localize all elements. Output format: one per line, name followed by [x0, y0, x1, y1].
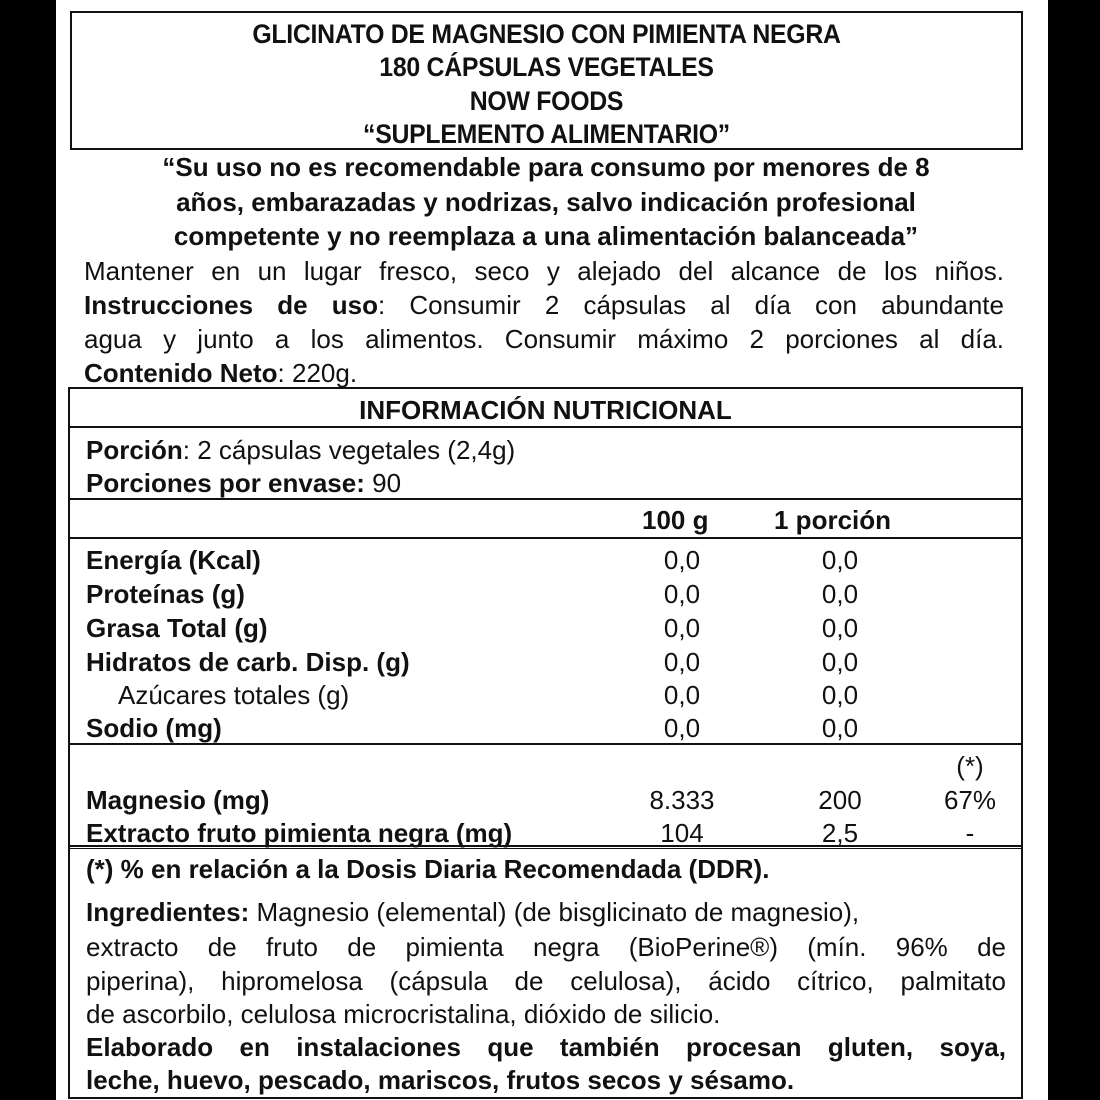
net-content [84, 360, 357, 386]
instructions-line-2: agua y junto a los alimentos. Consumir máximo 2 porciones al día. [84, 324, 1004, 354]
divider [70, 537, 1021, 539]
ingredients-line-2: extracto de fruto de pimienta negra (BioPerine®) (mín. 96% de [86, 932, 1006, 962]
net-content-label: Contenido Neto [84, 358, 278, 388]
nutrient-name: Magnesio (mg) [86, 785, 270, 815]
instructions-label: Instrucciones de uso [84, 290, 378, 320]
nutrient-portion: 0,0 [821, 647, 859, 677]
warning-line-3: competente y no reemplaza a una alimentación balanceada” [173, 221, 919, 251]
allergens-line-2: leche, huevo, pescado, mariscos, frutos secos y sésamo. [86, 1065, 795, 1095]
nutrient-per100: 0,0 [663, 647, 701, 677]
nutrient-name: Grasa Total (g) [86, 613, 268, 643]
nutrient-name: Hidratos de carb. Disp. (g) [86, 647, 410, 677]
column-header-100g: 100 g [642, 505, 709, 535]
nutrient-name: Proteínas (g) [86, 579, 245, 609]
product-category: “SUPLEMENTO ALIMENTARIO” [363, 119, 730, 149]
capsule-count: 180 CÁPSULAS VEGETALES [379, 52, 714, 82]
nutrient-portion: 0,0 [821, 579, 859, 609]
ingredients-text: Magnesio (elemental) (de bisglicinato de magnesio), [249, 897, 860, 927]
nutrient-portion: 0,0 [821, 613, 859, 643]
instructions-line-1 [84, 292, 1004, 318]
label-page [56, 0, 1048, 1100]
nutrient-ddr: 67% [943, 785, 997, 815]
nutrient-per100: 0,0 [663, 680, 701, 710]
brand-name: NOW FOODS [469, 86, 624, 116]
nutrient-name: Azúcares totales (g) [118, 680, 350, 710]
servings-label: Porciones por envase: [86, 468, 365, 498]
ddr-marker: (*) [956, 751, 984, 781]
ingredients-line-1 [86, 899, 859, 925]
warning-line-1: “Su uso no es recomendable para consumo por menores de 8 [162, 152, 930, 182]
net-content-value: : 220g. [277, 358, 358, 388]
nutrient-portion: 0,0 [821, 713, 859, 743]
serving-size [86, 437, 515, 463]
serving-value: : 2 cápsulas vegetales (2,4g) [182, 435, 516, 465]
nutrient-per100: 8.333 [649, 785, 715, 815]
nutrient-portion: 200 [818, 785, 862, 815]
ingredients-line-4: de ascorbilo, celulosa microcristalina, dióxido de silicio. [86, 999, 721, 1029]
divider [70, 743, 1021, 745]
nutrient-portion: 0,0 [821, 680, 859, 710]
column-header-portion: 1 porción [774, 505, 892, 535]
servings-value: 90 [364, 468, 402, 498]
instructions-text: : Consumir 2 cápsulas al día con abundante [377, 290, 1004, 320]
serving-label: Porción [86, 435, 183, 465]
storage-text: Mantener en un lugar fresco, seco y alejado del alcance de los niños. [84, 256, 1004, 286]
product-name: GLICINATO DE MAGNESIO CON PIMIENTA NEGRA [252, 19, 841, 49]
nutrient-per100: 0,0 [663, 545, 701, 575]
allergens-line-1: Elaborado en instalaciones que también procesan gluten, soya, [86, 1032, 1006, 1062]
nutrient-name: Sodio (mg) [86, 713, 222, 743]
ingredients-line-3: piperina), hipromelosa (cápsula de celulosa), ácido cítrico, palmitato [86, 966, 1006, 996]
divider [70, 426, 1021, 428]
ingredients-label: Ingredientes: [86, 897, 250, 927]
nutrient-per100: 104 [660, 818, 704, 848]
nutrient-name: Extracto fruto pimienta negra (mg) [86, 818, 513, 848]
nutrient-name: Energía (Kcal) [86, 545, 261, 575]
servings-per-container [86, 470, 401, 496]
divider [70, 848, 1021, 849]
divider [70, 498, 1021, 500]
nutrient-ddr: - [965, 818, 975, 848]
nutrient-portion: 2,5 [821, 818, 859, 848]
divider [70, 845, 1021, 847]
product-header-box [70, 11, 1023, 150]
warning-line-2: años, embarazadas y nodrizas, salvo indicación profesional [176, 187, 916, 217]
nutrient-per100: 0,0 [663, 713, 701, 743]
nutrient-portion: 0,0 [821, 545, 859, 575]
nutrition-title: INFORMACIÓN NUTRICIONAL [359, 395, 732, 425]
nutrient-per100: 0,0 [663, 579, 701, 609]
nutrition-table [68, 387, 1023, 1099]
nutrient-per100: 0,0 [663, 613, 701, 643]
ddr-footnote: (*) % en relación a la Dosis Diaria Recomendada (DDR). [86, 854, 770, 884]
